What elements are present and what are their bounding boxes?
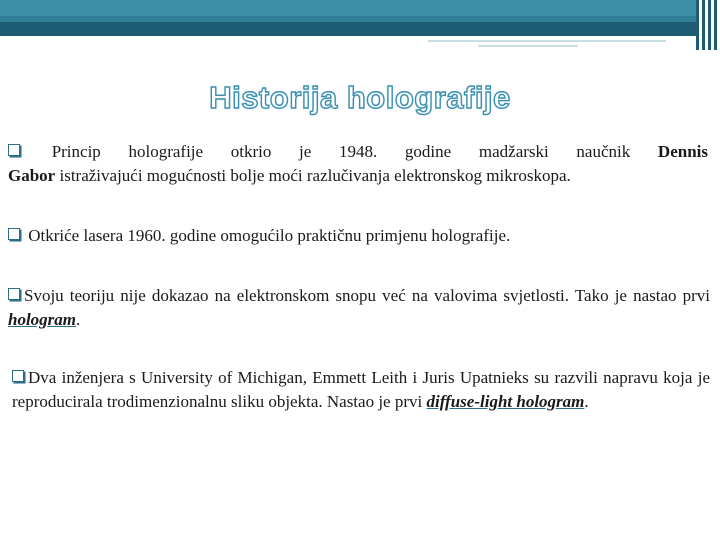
paragraph-3-emphasis: hologram — [8, 310, 77, 329]
paragraph-1-line-1 — [8, 140, 708, 164]
paragraph-2-text: Otkriće lasera 1960. godine omogućilo praktičnu primjenu holografije. — [28, 226, 511, 245]
paragraph-3-end: . — [76, 310, 81, 329]
checkbox-bullet-icon — [8, 144, 20, 156]
paragraph-4 — [12, 366, 710, 414]
checkbox-bullet-icon — [8, 288, 20, 300]
paragraph-4-text: Dva inženjera s University of Michigan, Emmett Leith i Juris Upatnieks su razvili napravu koja je reproducirala trodimenzionalnu sliku objekta. Nastao je prvi — [12, 368, 710, 411]
paragraph-3 — [8, 284, 710, 332]
header-band — [0, 0, 720, 38]
paragraph-3-text: Svoju teoriju nije dokazao na elektronskom snopu već na valovima svjetlosti. Tako je nastao prvi — [24, 286, 710, 305]
checkbox-bullet-icon — [12, 370, 24, 382]
name-dennis: Dennis — [657, 142, 708, 161]
decorative-line — [428, 40, 666, 42]
paragraph-1-text: Princip holografije otkrio je 1948. godine madžarski naučnik — [51, 142, 631, 161]
paragraph-2 — [8, 224, 708, 248]
paragraph-4-end: . — [584, 392, 589, 411]
slide-title: Historija holografije — [209, 80, 511, 115]
header-band-top — [0, 0, 696, 16]
paragraph-1-text-rest: istraživajući mogućnosti bolje moći razlučivanja elektronskog mikroskopa. — [59, 166, 571, 185]
checkbox-bullet-icon — [8, 228, 20, 240]
header-band-bottom — [0, 22, 696, 36]
paragraph-4-emphasis: diffuse-light hologram — [426, 392, 585, 411]
header-stripes — [696, 0, 720, 50]
paragraph-1 — [8, 140, 708, 188]
name-gabor: Gabor — [8, 166, 56, 185]
decorative-line — [478, 45, 578, 47]
